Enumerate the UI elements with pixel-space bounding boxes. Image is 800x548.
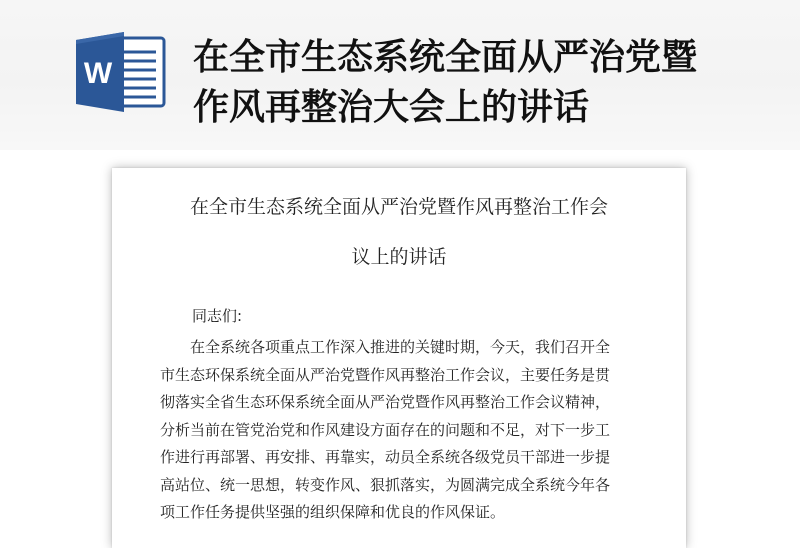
word-icon: [76, 30, 166, 114]
document-title-line-2: 议上的讲话: [351, 246, 447, 268]
body-line: 高站位、统一思想，转变作风、狠抓落实，为圆满完成全系统今年各: [160, 475, 611, 494]
body-line: 项工作任务提供坚强的组织保障和优良的作风保证。: [160, 503, 506, 521]
body-line: 在全系统各项重点工作深入推进的关键时期，今天，我们召开全: [190, 338, 611, 356]
document-page-preview: [112, 168, 686, 548]
salutation: 同志们:: [192, 307, 243, 325]
page-title-line-1: 在全市生态系统全面从严治党暨: [193, 37, 698, 78]
document-body: [160, 334, 660, 527]
document-title: [112, 182, 686, 282]
body-line: 市生态环保系统全面从严治党暨作风再整治工作会议，主要任务是贯: [160, 365, 611, 384]
body-line: 彻落实全省生态环保系统全面从严治党暨作风再整治工作会议精神，: [160, 393, 611, 411]
document-title-line-1: 在全市生态系统全面从严治党暨作风再整治工作会: [189, 196, 608, 218]
body-line: 分析当前在管党治党和作风建设方面存在的问题和不足，对下一步工: [160, 420, 611, 439]
page-title: [193, 33, 793, 133]
page-title-line-2: 作风再整治大会上的讲话: [193, 87, 590, 128]
word-icon-letter: W: [83, 57, 113, 90]
body-line: 作进行再部署、再安排、再靠实，动员全系统各级党员干部进一步提: [160, 448, 611, 466]
